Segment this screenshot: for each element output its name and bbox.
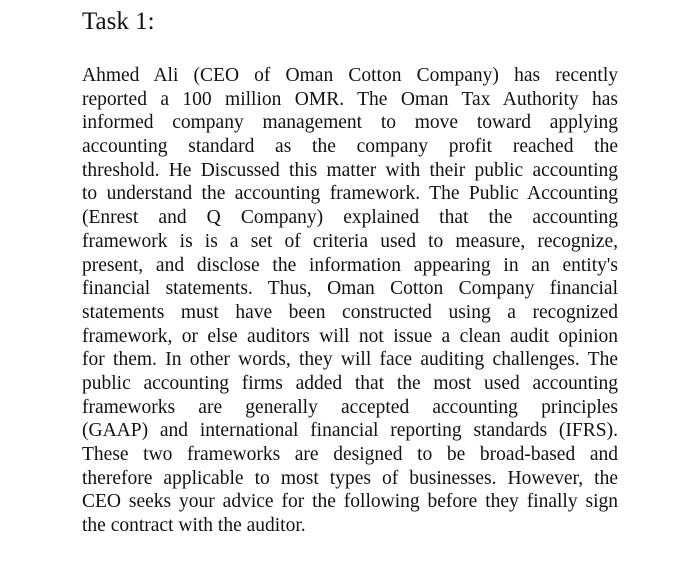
- paragraph-line: public accounting firms added that the most used accounting: [82, 372, 618, 394]
- paragraph-line: threshold. He Discussed this matter with their public accounting: [82, 159, 618, 181]
- paragraph-line: therefore applicable to most types of businesses. However, the: [82, 467, 618, 489]
- paragraph-line: framework is is a set of criteria used to measure, recognize,: [82, 230, 618, 252]
- task-title: Task 1:: [82, 8, 155, 35]
- paragraph-line: present, and disclose the information appearing in an entity's: [82, 254, 618, 276]
- paragraph-line: financial statements. Thus, Oman Cotton Company financial: [82, 278, 618, 300]
- paragraph-line: Ahmed Ali (CEO of Oman Cotton Company) has recently: [82, 65, 618, 86]
- paragraph-line: frameworks are generally accepted accounting principles: [82, 396, 618, 418]
- paragraph-line: reported a 100 million OMR. The Oman Tax Authority has: [82, 88, 618, 110]
- paragraph-line: statements must have been constructed using a recognized: [82, 301, 618, 323]
- paragraph-line: to understand the accounting framework. The Public Accounting: [82, 183, 618, 205]
- paragraph-line: accounting standard as the company profit reached the: [82, 136, 618, 158]
- paragraph-line: the contract with the auditor.: [82, 515, 306, 537]
- paragraph-line: framework, or else auditors will not issue a clean audit opinion: [82, 325, 618, 347]
- paragraph-line: (GAAP) and international financial reporting standards (IFRS).: [82, 420, 618, 442]
- paragraph-line: CEO seeks your advice for the following before they finally sign: [82, 491, 618, 513]
- paragraph-line: for them. In other words, they will face auditing challenges. The: [82, 349, 618, 371]
- task-paragraph: [82, 64, 618, 538]
- paragraph-line: informed company management to move toward applying: [82, 112, 618, 134]
- paragraph-line: (Enrest and Q Company) explained that the accounting: [82, 207, 618, 229]
- paragraph-line: These two frameworks are designed to be broad-based and: [82, 444, 618, 465]
